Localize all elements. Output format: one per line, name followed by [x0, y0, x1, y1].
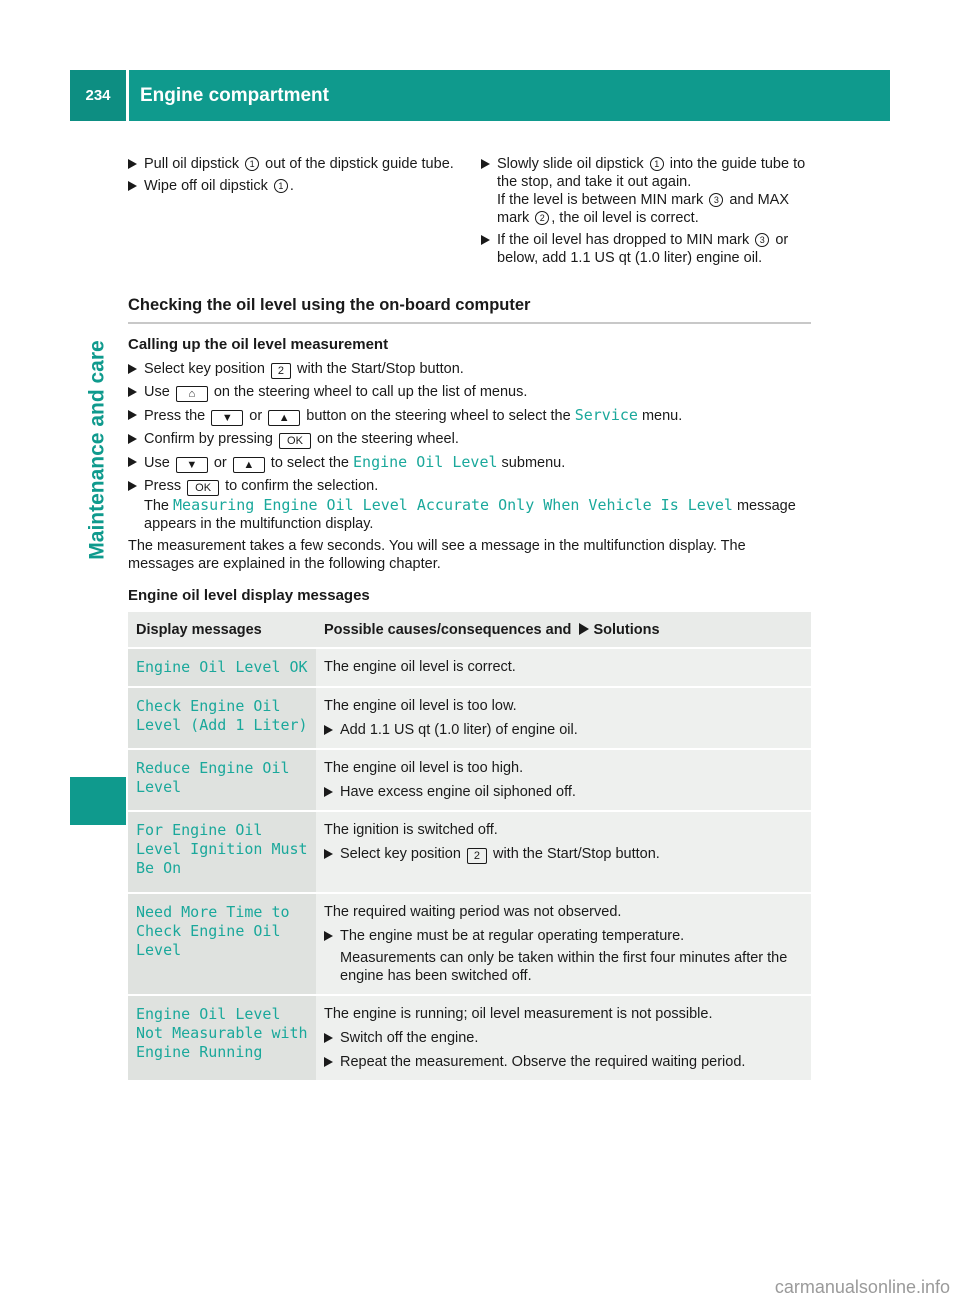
service-menu-label: Service: [574, 406, 638, 424]
table-header-row: [128, 612, 811, 648]
home-icon: ⌂: [176, 386, 208, 402]
page-header: [70, 70, 890, 121]
cause-cell: The engine oil level is correct.: [316, 648, 811, 687]
solution-step: Have excess engine oil siphoned off.: [324, 783, 803, 801]
cause-cell: The ignition is switched off. Select key position 2 with the Start/Stop button.: [316, 811, 811, 893]
step-wipe-dipstick: Wipe off oil dipstick 1 .: [128, 177, 458, 195]
step-arrow-icon: [128, 181, 137, 191]
step-arrow-icon: [128, 481, 137, 491]
solution-step: Repeat the measurement. Observe the required waiting period.: [324, 1053, 803, 1071]
step-confirm-ok: Confirm by pressing OK on the steering wheel.: [128, 430, 818, 449]
callout-1-icon: 1: [650, 157, 664, 171]
cause-cell: The engine is running; oil level measurement is not possible. Switch off the engine. Repeat the measurement. Observe the required waiting period.: [316, 995, 811, 1081]
display-message-cell: Need More Time to Check Engine Oil Level: [128, 893, 316, 995]
callout-3-icon: 3: [709, 193, 723, 207]
table-title: Engine oil level display messages: [128, 587, 370, 604]
ok-button-icon: OK: [279, 433, 311, 449]
table-row: [128, 749, 811, 811]
solution-note: Measurements can only be taken within the first four minutes after the engine has been switched off.: [340, 950, 788, 984]
step-press-ok: Press OK to confirm the selection. The Measuring Engine Oil Level Accurate Only When Vehicle Is Level message appears in the multifunction display.: [128, 477, 818, 533]
step-arrow-icon: [324, 787, 333, 797]
step-add-oil: If the oil level has dropped to MIN mark 3 or below, add 1.1 US qt (1.0 liter) engine oil.: [481, 231, 813, 267]
display-message-cell: Engine Oil Level OK: [128, 648, 316, 687]
section-title: Checking the oil level using the on-board computer: [128, 296, 811, 324]
key-position-2-icon: 2: [467, 848, 487, 864]
callout-3-icon: 3: [755, 233, 769, 247]
up-button-icon: ▲: [233, 457, 265, 473]
step-arrow-icon: [481, 235, 490, 245]
table-row: [128, 995, 811, 1081]
table-row: [128, 811, 811, 893]
step-slide-dipstick: Slowly slide oil dipstick 1 into the guide tube to the stop, and take it out again. If the level is between MIN mark 3 and MAX mark 2 , the oil level is correct.: [481, 155, 813, 227]
display-message-cell: For Engine Oil Level Ignition Must Be On: [128, 811, 316, 893]
table-row: [128, 648, 811, 687]
step-arrow-icon: [324, 849, 333, 859]
callout-1-icon: 1: [245, 157, 259, 171]
right-column: [481, 155, 813, 271]
down-button-icon: ▼: [176, 457, 208, 473]
solution-step: The engine must be at regular operating temperature.: [324, 927, 803, 945]
display-message-cell: Reduce Engine Oil Level: [128, 749, 316, 811]
chapter-title: Engine compartment: [140, 84, 329, 106]
cause-cell: The engine oil level is too low. Add 1.1 US qt (1.0 liter) of engine oil.: [316, 687, 811, 749]
step-arrow-icon: [128, 159, 137, 169]
step-arrow-icon: [324, 1057, 333, 1067]
callout-1-icon: 1: [274, 179, 288, 193]
up-button-icon: ▲: [268, 410, 300, 426]
solution-arrow-icon: [579, 623, 589, 635]
left-column: [128, 155, 458, 199]
side-tab-marker: [70, 777, 126, 825]
step-arrow-icon: [324, 1033, 333, 1043]
step-arrow-icon: [324, 931, 333, 941]
step-arrow-icon: [128, 434, 137, 444]
cause-cell: The required waiting period was not observed. The engine must be at regular operating temperature. Measurements can only be taken within the first four minutes after the engine has been switched off.: [316, 893, 811, 995]
step-home-button: Use ⌂ on the steering wheel to call up the list of menus.: [128, 383, 818, 402]
display-message-cell: Engine Oil Level Not Measurable with Engine Running: [128, 995, 316, 1081]
down-button-icon: ▼: [211, 410, 243, 426]
step-arrow-icon: [324, 725, 333, 735]
solution-step: Add 1.1 US qt (1.0 liter) of engine oil.: [324, 721, 803, 739]
key-position-2-icon: 2: [271, 363, 291, 379]
ok-button-icon: OK: [187, 480, 219, 496]
step-arrow-icon: [128, 364, 137, 374]
solution-step: Switch off the engine.: [324, 1029, 803, 1047]
side-tab-label: Maintenance and care: [86, 340, 110, 560]
col-header-causes: Possible causes/consequences and Solutions: [316, 612, 811, 648]
subsection-title: Calling up the oil level measurement: [128, 336, 389, 353]
step-select-submenu: Use ▼ or ▲ to select the Engine Oil Level submenu.: [128, 453, 818, 473]
table-row: [128, 893, 811, 995]
step-select-key: Select key position 2 with the Start/Stop button.: [128, 360, 818, 379]
measurement-paragraph: The measurement takes a few seconds. You will see a message in the multifunction display. The messages are explained in the following chapter.: [128, 538, 746, 572]
step-arrow-icon: [128, 457, 137, 467]
step-arrow-icon: [481, 159, 490, 169]
solution-step: Select key position 2 with the Start/Stop button.: [324, 845, 803, 864]
side-tab: [70, 140, 126, 960]
step-pull-dipstick: Pull oil dipstick 1 out of the dipstick guide tube.: [128, 155, 458, 173]
page-number: 234: [70, 70, 126, 121]
watermark: carmanualsonline.info: [774, 1277, 950, 1297]
table-row: [128, 687, 811, 749]
step-arrow-icon: [128, 387, 137, 397]
col-header-display-messages: Display messages: [128, 612, 316, 648]
calling-up-section: [128, 336, 818, 611]
callout-2-icon: 2: [535, 211, 549, 225]
display-message-cell: Check Engine Oil Level (Add 1 Liter): [128, 687, 316, 749]
engine-oil-level-submenu-label: Engine Oil Level: [353, 453, 498, 471]
measuring-message-label: Measuring Engine Oil Level Accurate Only When Vehicle Is Level: [173, 496, 733, 514]
cause-cell: The engine oil level is too high. Have excess engine oil siphoned off.: [316, 749, 811, 811]
step-select-service: Press the ▼ or ▲ button on the steering wheel to select the Service menu.: [128, 406, 818, 426]
header-separator: [126, 70, 129, 121]
messages-table: [128, 612, 811, 1082]
step-arrow-icon: [128, 410, 137, 420]
